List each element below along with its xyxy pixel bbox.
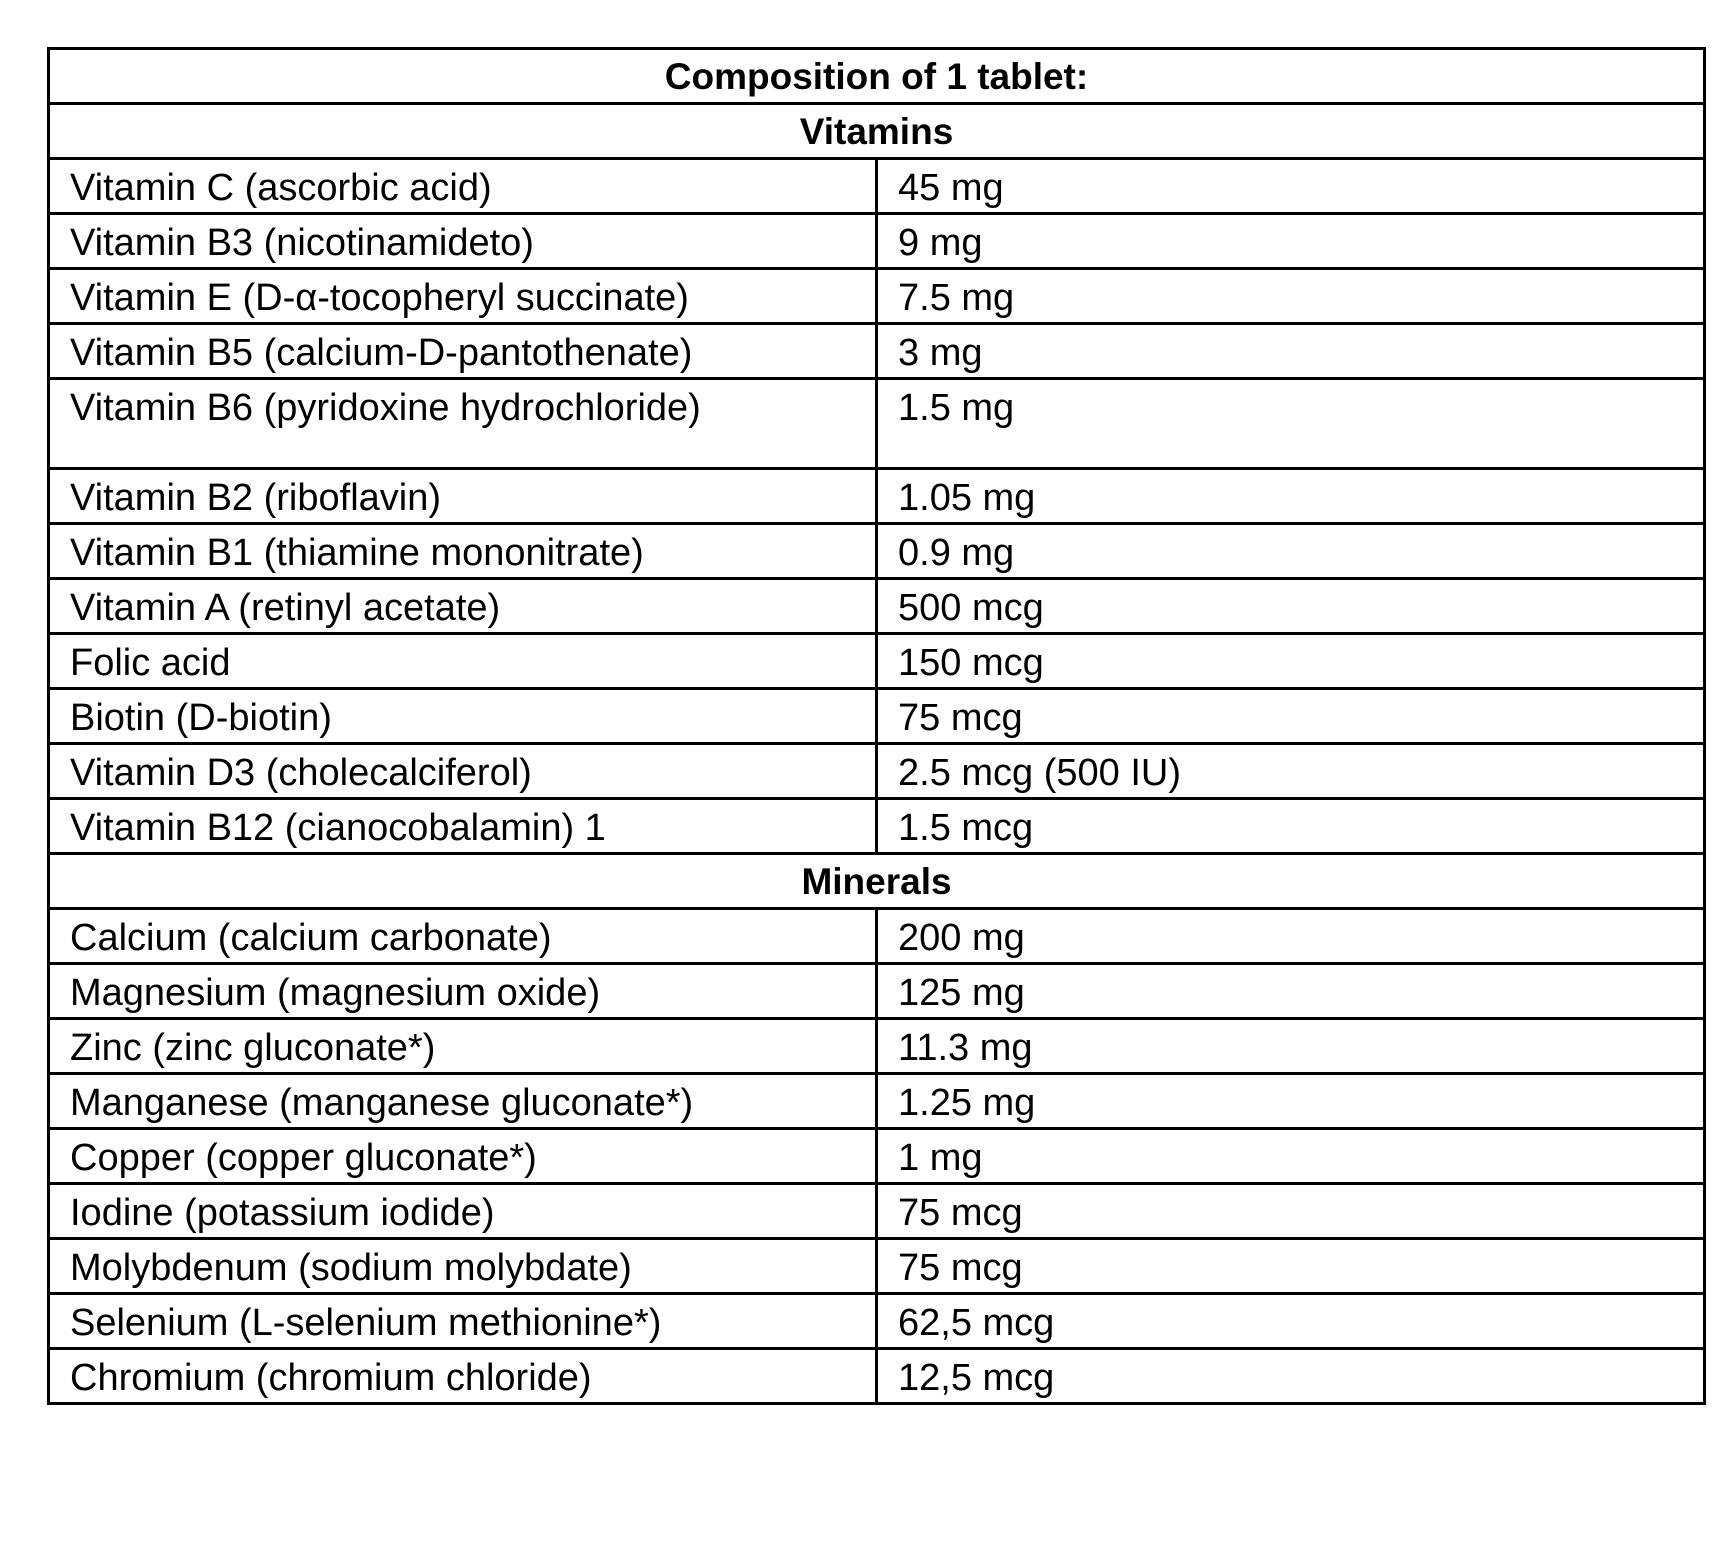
ingredient-amount: 12,5 mcg [877,1349,1705,1404]
ingredient-amount: 500 mcg [877,579,1705,634]
ingredient-name: Zinc (zinc gluconate*) [49,1019,877,1074]
ingredient-amount: 125 mg [877,964,1705,1019]
ingredient-amount: 2.5 mcg (500 IU) [877,744,1705,799]
table-row [49,379,1705,469]
ingredient-amount: 200 mg [877,909,1705,964]
ingredient-amount: 7.5 mg [877,269,1705,324]
ingredient-amount: 9 mg [877,214,1705,269]
table-title-row [49,49,1705,104]
ingredient-amount: 1.25 mg [877,1074,1705,1129]
ingredient-amount: 45 mg [877,159,1705,214]
section-header-minerals [49,854,1705,909]
ingredient-name: Vitamin D3 (cholecalciferol) [49,744,877,799]
ingredient-amount: 75 mcg [877,1239,1705,1294]
ingredient-name: Biotin (D-biotin) [49,689,877,744]
table-row [49,214,1705,269]
table-row [49,579,1705,634]
ingredient-name: Selenium (L-selenium methionine*) [49,1294,877,1349]
ingredient-amount: 75 mcg [877,1184,1705,1239]
table-row [49,634,1705,689]
ingredient-name: Copper (copper gluconate*) [49,1129,877,1184]
ingredient-name: Calcium (calcium carbonate) [49,909,877,964]
ingredient-amount: 1.05 mg [877,469,1705,524]
ingredient-name: Vitamin B2 (riboflavin) [49,469,877,524]
table-row [49,909,1705,964]
ingredient-amount: 150 mcg [877,634,1705,689]
ingredient-amount: 1 mg [877,1129,1705,1184]
table-row [49,324,1705,379]
section-header-vitamins [49,104,1705,159]
ingredient-amount: 0.9 mg [877,524,1705,579]
table-row [49,799,1705,854]
ingredient-amount: 11.3 mg [877,1019,1705,1074]
ingredient-name: Vitamin B6 (pyridoxine hydrochloride) [49,379,877,469]
composition-table [47,47,1706,1405]
table-row [49,744,1705,799]
ingredient-name: Vitamin B5 (calcium-D-pantothenate) [49,324,877,379]
section-heading: Minerals [49,854,1705,909]
table-row [49,1239,1705,1294]
table-title: Composition of 1 tablet: [49,49,1705,104]
ingredient-name: Vitamin B1 (thiamine mononitrate) [49,524,877,579]
ingredient-amount: 62,5 mcg [877,1294,1705,1349]
ingredient-amount: 1.5 mg [877,379,1705,469]
table-row [49,1129,1705,1184]
ingredient-name: Iodine (potassium iodide) [49,1184,877,1239]
table-row [49,524,1705,579]
ingredient-name: Magnesium (magnesium oxide) [49,964,877,1019]
table-row [49,1019,1705,1074]
table-row [49,1074,1705,1129]
ingredient-name: Vitamin C (ascorbic acid) [49,159,877,214]
ingredient-name: Vitamin E (D-α-tocopheryl succinate) [49,269,877,324]
section-heading: Vitamins [49,104,1705,159]
table-row [49,689,1705,744]
ingredient-amount: 3 mg [877,324,1705,379]
ingredient-amount: 75 mcg [877,689,1705,744]
table-row [49,469,1705,524]
ingredient-amount: 1.5 mcg [877,799,1705,854]
ingredient-name: Molybdenum (sodium molybdate) [49,1239,877,1294]
ingredient-name: Manganese (manganese gluconate*) [49,1074,877,1129]
table-row [49,964,1705,1019]
table-row [49,1184,1705,1239]
table-row [49,159,1705,214]
table-row [49,269,1705,324]
table-row [49,1294,1705,1349]
ingredient-name: Vitamin A (retinyl acetate) [49,579,877,634]
ingredient-name: Vitamin B12 (cianocobalamin) 1 [49,799,877,854]
ingredient-name: Folic acid [49,634,877,689]
ingredient-name: Vitamin B3 (nicotinamideto) [49,214,877,269]
ingredient-name: Chromium (chromium chloride) [49,1349,877,1404]
table-row [49,1349,1705,1404]
